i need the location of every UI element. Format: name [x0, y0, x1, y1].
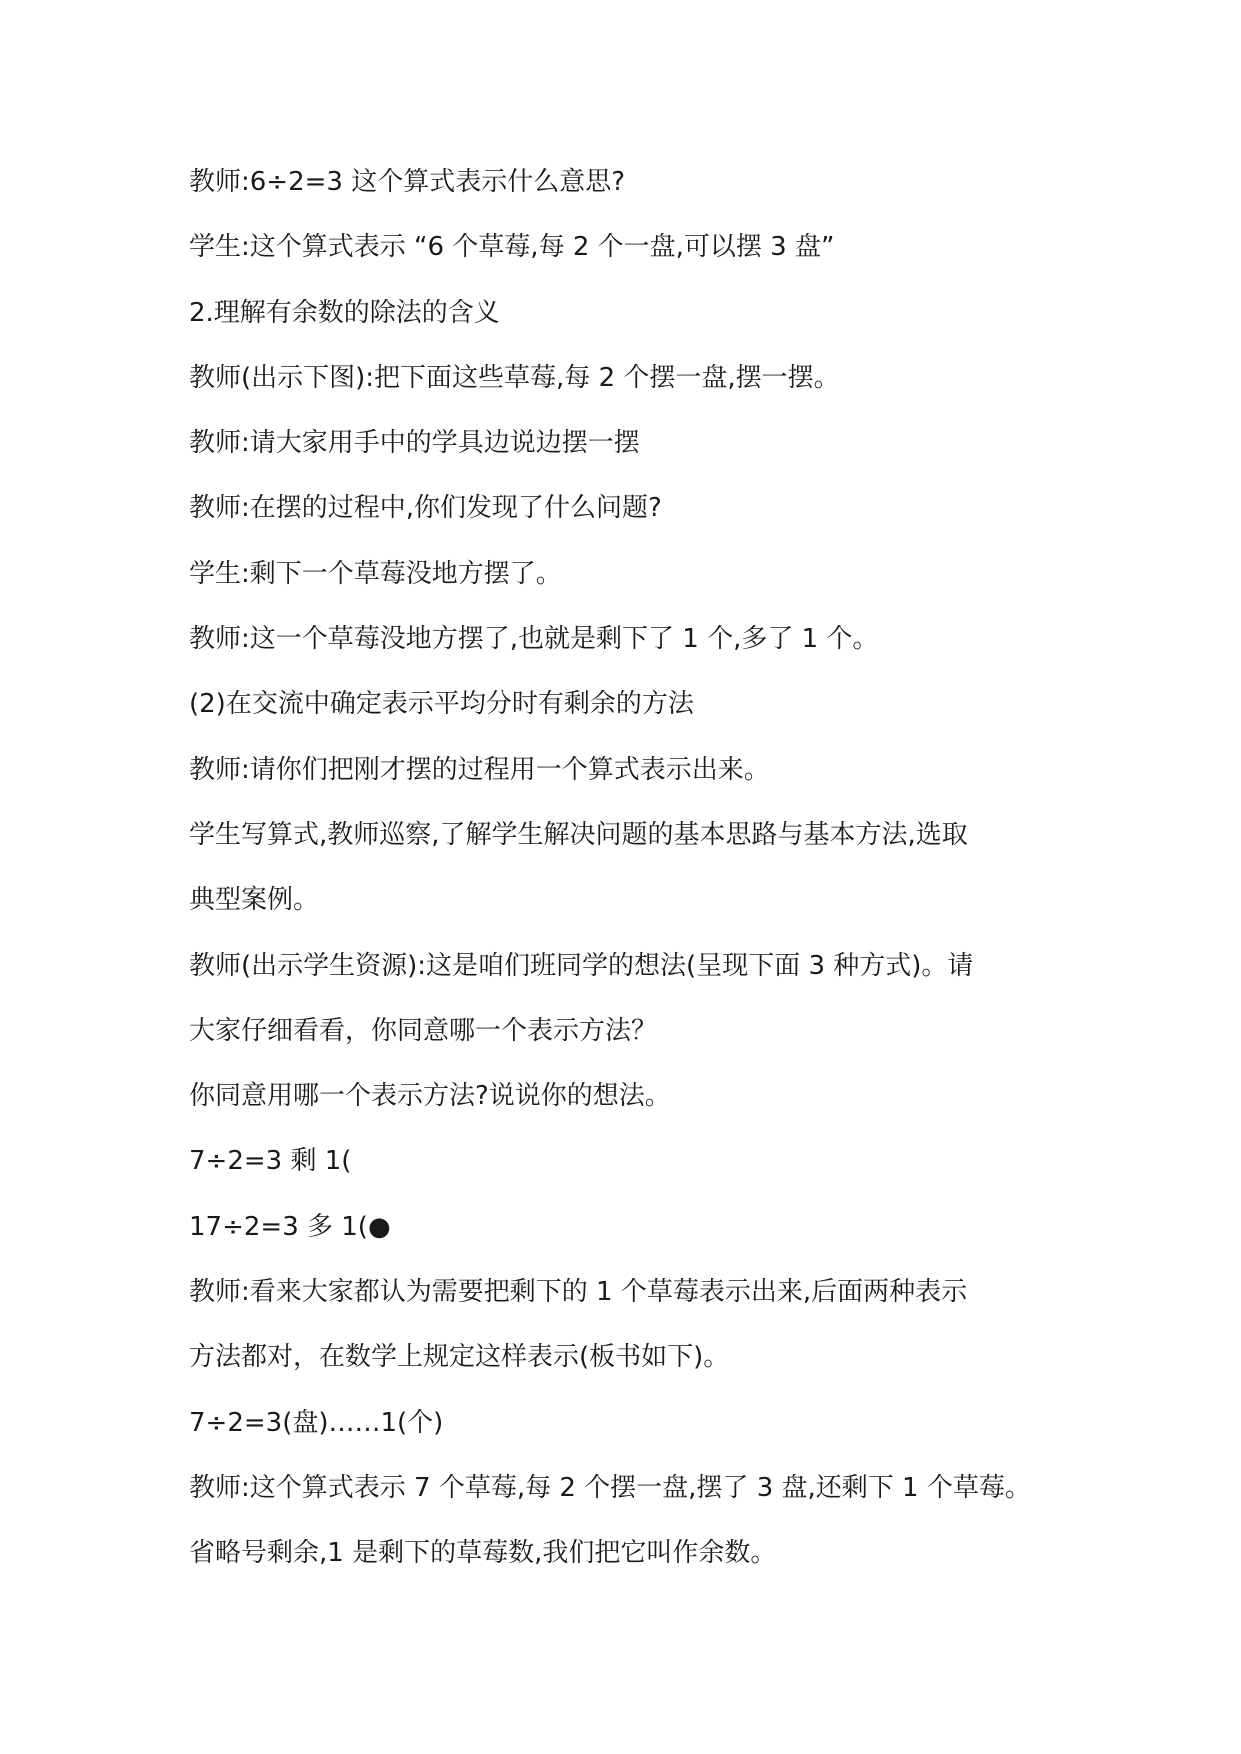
- dialogue-line: 教师:在摆的过程中,你们发现了什么问题?: [189, 493, 662, 524]
- paragraph-line: 省略号剩余,1 是剩下的草莓数,我们把它叫作余数。: [189, 1538, 777, 1569]
- paragraph-line: 学生写算式,教师巡察,了解学生解决问题的基本思路与基本方法,选取: [189, 819, 968, 850]
- dialogue-line: 学生:剩下一个草莓没地方摆了。: [189, 558, 562, 589]
- dialogue-line: 方法都对，在数学上规定这样表示(板书如下)。: [189, 1342, 730, 1373]
- paragraph-line: 你同意用哪一个表示方法?说说你的想法。: [189, 1081, 671, 1112]
- dialogue-line: 教师:6÷2=3 这个算式表示什么意思?: [189, 167, 626, 197]
- dialogue-line: 教师:看来大家都认为需要把剩下的 1 个草莓表示出来,后面两种表示: [189, 1277, 968, 1308]
- dialogue-line: 学生:这个算式表示 “6 个草莓,每 2 个一盘,可以摆 3 盘”: [189, 232, 835, 263]
- dialogue-line: 大家仔细看看，你同意哪一个表示方法？: [189, 1015, 658, 1046]
- equation-line: 17÷2=3 多 1(●: [189, 1211, 391, 1242]
- equation-line: 7÷2=3(盘)……1(个): [189, 1407, 444, 1438]
- dialogue-line: 教师(出示学生资源):这是咱们班同学的想法(呈现下面 3 种方式)。请: [189, 950, 974, 981]
- dialogue-line: 教师:这一个草莓没地方摆了,也就是剩下了 1 个,多了 1 个。: [189, 624, 879, 655]
- equation-line: 7÷2=3 剩 1(: [189, 1146, 352, 1177]
- paragraph-line: 典型案例。: [189, 885, 320, 916]
- section-heading: 2.理解有余数的除法的含义: [189, 297, 500, 328]
- dialogue-line: 教师(出示下图):把下面这些草莓,每 2 个摆一盘,摆一摆。: [189, 362, 840, 393]
- dialogue-line: 教师:请你们把刚才摆的过程用一个算式表示出来。: [189, 754, 770, 785]
- dialogue-line: 教师:请大家用手中的学具边说边摆一摆: [189, 428, 640, 459]
- document-page: [189, 150, 1069, 1587]
- section-heading: (2)在交流中确定表示平均分时有剩余的方法: [189, 689, 694, 720]
- dialogue-line: 教师:这个算式表示 7 个草莓,每 2 个摆一盘,摆了 3 盘,还剩下 1 个草莓。: [189, 1472, 1031, 1503]
